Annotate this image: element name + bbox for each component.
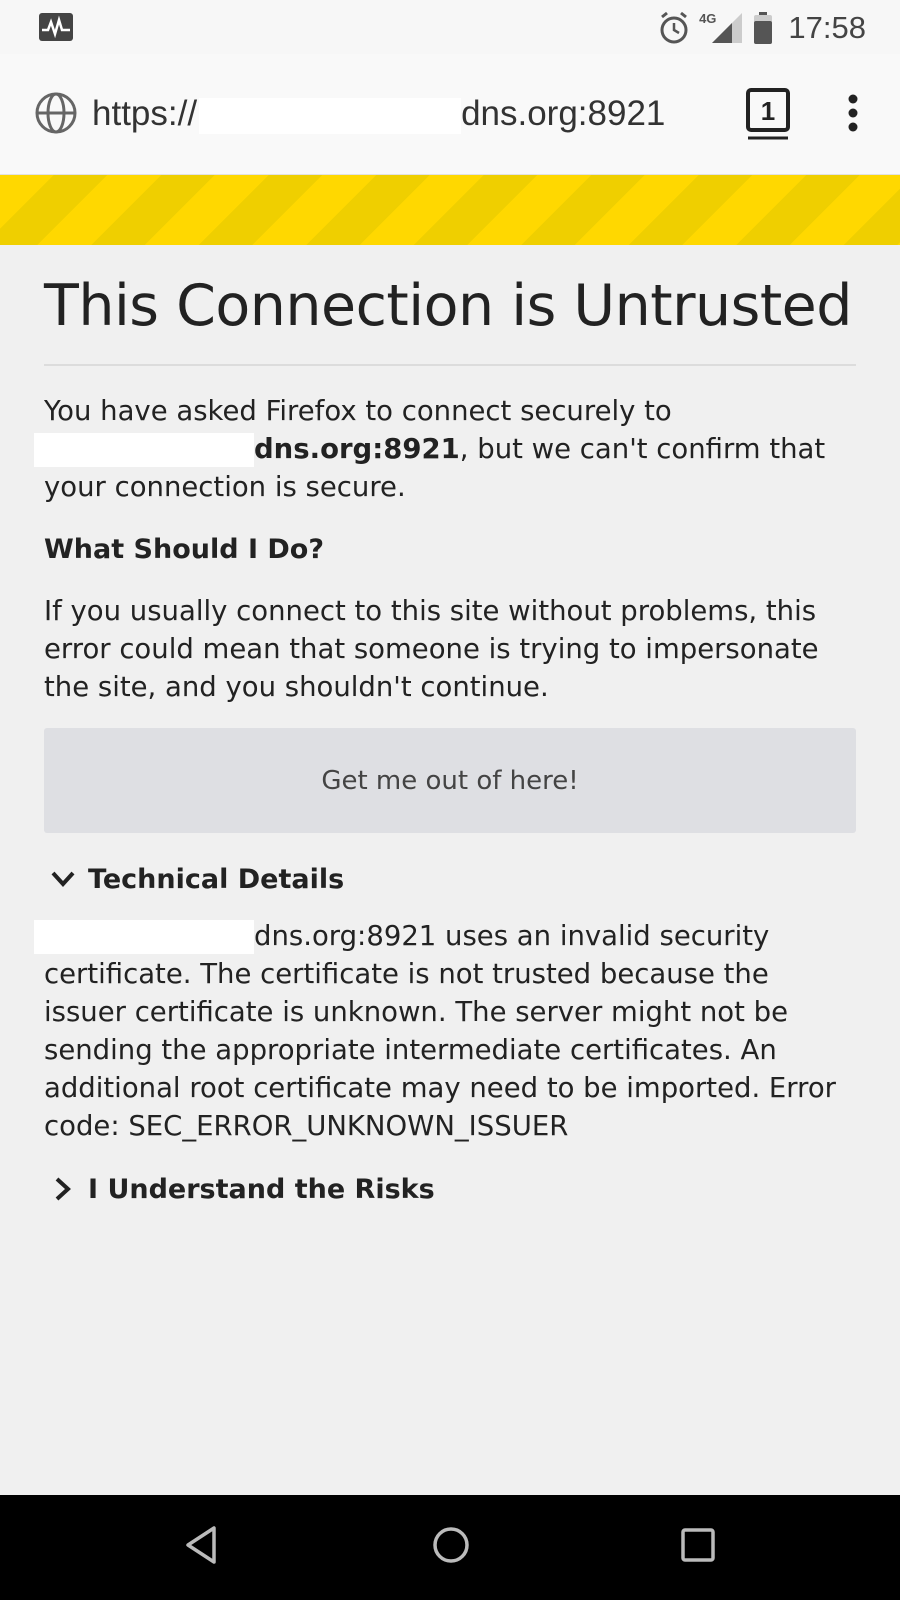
error-content bbox=[44, 245, 856, 1209]
intro-before: You have asked Firefox to connect securely to bbox=[44, 395, 672, 427]
redacted-region bbox=[34, 433, 254, 467]
technical-details-heading: Technical Details bbox=[88, 863, 345, 895]
understand-risks-toggle[interactable] bbox=[44, 1169, 856, 1209]
intro-after: , but we can't confirm that your connection is secure. bbox=[44, 433, 826, 503]
url-display[interactable] bbox=[92, 94, 665, 134]
chevron-right-icon bbox=[48, 1174, 78, 1204]
what-body: If you usually connect to this site without problems, this error could mean that someone is trying to impersonate the site, and you shouldn't continue. bbox=[44, 595, 819, 703]
url-host: dns.org:8921 bbox=[461, 94, 666, 133]
tabs-counter-button[interactable] bbox=[746, 88, 790, 144]
url-bar bbox=[0, 54, 900, 175]
technical-details-text bbox=[44, 917, 856, 1145]
alarm-clock-icon bbox=[657, 11, 691, 45]
battery-icon bbox=[752, 11, 774, 45]
technical-body: uses an invalid security certificate. The certificate is not trusted because the issuer certificate is unknown. The server might not be sending the appropriate intermediate certificates. An additional root certificate may need to be imported. Error code: SEC_ERROR_UNKNOWN_ISSUER bbox=[44, 920, 836, 1142]
technical-details-toggle[interactable] bbox=[44, 859, 856, 899]
globe-icon[interactable] bbox=[34, 91, 78, 139]
get-me-out-button[interactable]: Get me out of here! bbox=[44, 728, 856, 833]
redacted-region bbox=[34, 920, 254, 954]
understand-risks-heading: I Understand the Risks bbox=[88, 1173, 435, 1205]
technical-host: dns.org:8921 bbox=[254, 920, 437, 952]
cell-signal-icon bbox=[699, 11, 744, 45]
redacted-region bbox=[199, 98, 461, 134]
system-nav-bar bbox=[0, 1495, 900, 1600]
home-circle-icon[interactable] bbox=[431, 1525, 471, 1569]
overflow-menu-icon[interactable] bbox=[846, 94, 860, 136]
warning-stripe bbox=[0, 175, 900, 245]
recents-square-icon[interactable] bbox=[680, 1525, 716, 1569]
url-scheme: https:// bbox=[92, 94, 198, 133]
what-should-i-do-heading: What Should I Do? bbox=[44, 534, 325, 565]
back-triangle-icon[interactable] bbox=[184, 1525, 218, 1569]
network-type-label: 4G bbox=[699, 10, 717, 26]
chevron-down-icon bbox=[48, 864, 78, 894]
intro-text bbox=[44, 392, 856, 506]
status-bar bbox=[0, 0, 900, 54]
status-time: 17:58 bbox=[788, 10, 866, 45]
tab-count: 1 bbox=[760, 96, 776, 126]
intro-host: dns.org:8921 bbox=[254, 433, 460, 465]
activity-pulse-icon bbox=[38, 12, 74, 46]
page-title: This Connection is Untrusted bbox=[44, 270, 856, 366]
